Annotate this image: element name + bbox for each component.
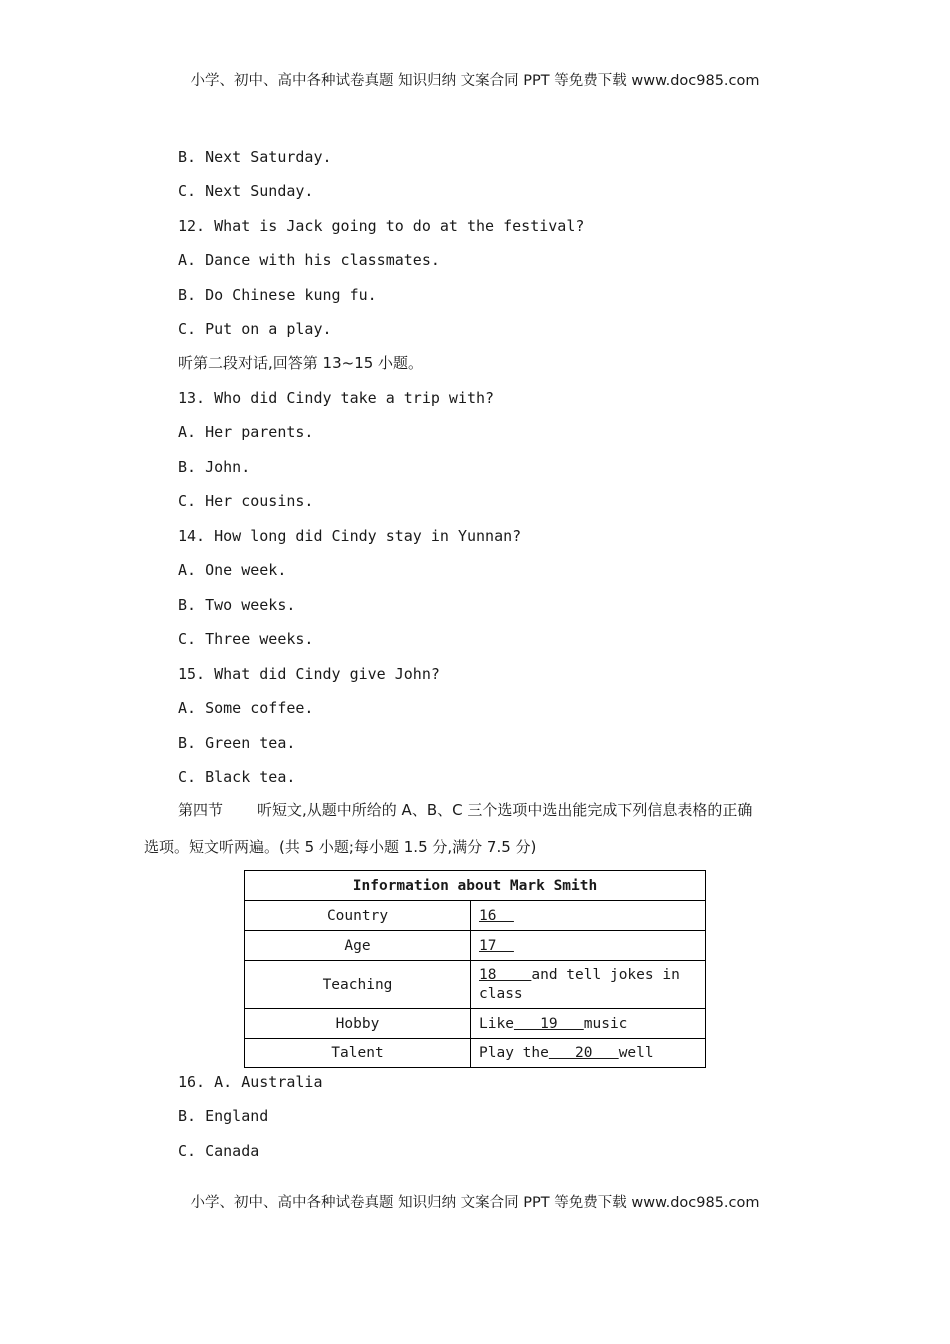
row-label: Teaching (245, 961, 471, 1009)
row-label: Age (245, 931, 471, 961)
row-label: Country (245, 901, 471, 931)
q15-option-a: A. Some coffee. (178, 699, 314, 717)
q12-option-a: A. Dance with his classmates. (178, 251, 440, 269)
section4-title: 第四节 (178, 801, 224, 819)
table-row (245, 901, 706, 931)
answer-blank: 16 (479, 907, 514, 924)
q13-option-a: A. Her parents. (178, 423, 314, 441)
page-header: 小学、初中、高中各种试卷真题 知识归纳 文案合同 PPT 等免费下载 www.doc985.com (190, 73, 760, 89)
q13-stem: 13. Who did Cindy take a trip with? (178, 389, 495, 407)
row-value (471, 931, 706, 961)
row-value (471, 901, 706, 931)
q14-option-a: A. One week. (178, 561, 287, 579)
q11-option-c: C. Next Sunday. (178, 182, 314, 200)
info-table (244, 870, 706, 1068)
row-label: Hobby (245, 1009, 471, 1039)
answer-blank: 18 (479, 966, 532, 983)
q16-option-c: C. Canada (178, 1142, 260, 1160)
answer-blank: 20 (548, 1045, 619, 1061)
section4-instruction-line1 (178, 800, 752, 820)
table-row (245, 1039, 706, 1068)
q14-option-c: C. Three weeks. (178, 630, 314, 648)
q16-stem: 16. A. Australia (178, 1073, 323, 1091)
table-title: Information about Mark Smith (245, 871, 706, 901)
page-footer: 小学、初中、高中各种试卷真题 知识归纳 文案合同 PPT 等免费下载 www.doc985.com (190, 1195, 760, 1211)
q15-option-b: B. Green tea. (178, 734, 296, 752)
q12-option-c: C. Put on a play. (178, 320, 332, 338)
q13-option-c: C. Her cousins. (178, 492, 314, 510)
q12-stem: 12. What is Jack going to do at the festival? (178, 217, 585, 235)
row-label: Talent (245, 1039, 471, 1068)
table-row (245, 931, 706, 961)
q15-stem: 15. What did Cindy give John? (178, 665, 440, 683)
answer-blank: 19 (513, 1015, 584, 1032)
dialog2-instruction: 听第二段对话,回答第 13~15 小题。 (178, 354, 424, 372)
answer-blank: 17 (479, 937, 514, 954)
q14-option-b: B. Two weeks. (178, 596, 296, 614)
table-row (245, 1009, 706, 1039)
q15-option-c: C. Black tea. (178, 768, 296, 786)
q13-option-b: B. John. (178, 458, 251, 476)
q11-option-b: B. Next Saturday. (178, 148, 332, 166)
row-value: Play the 20 well (471, 1039, 706, 1068)
table-row (245, 961, 706, 1009)
row-value: Like 19 music (471, 1009, 706, 1039)
q14-stem: 14. How long did Cindy stay in Yunnan? (178, 527, 522, 545)
q16-option-b: B. England (178, 1107, 269, 1125)
q12-option-b: B. Do Chinese kung fu. (178, 286, 377, 304)
row-value: 18 and tell jokes in class (471, 961, 706, 1009)
section4-instruction-line2: 选项。短文听两遍。(共 5 小题;每小题 1.5 分,满分 7.5 分) (144, 838, 537, 856)
section4-instruction-text: 听短文,从题中所给的 A、B、C 三个选项中选出能完成下列信息表格的正确 (257, 801, 753, 819)
table-title-row (245, 871, 706, 901)
